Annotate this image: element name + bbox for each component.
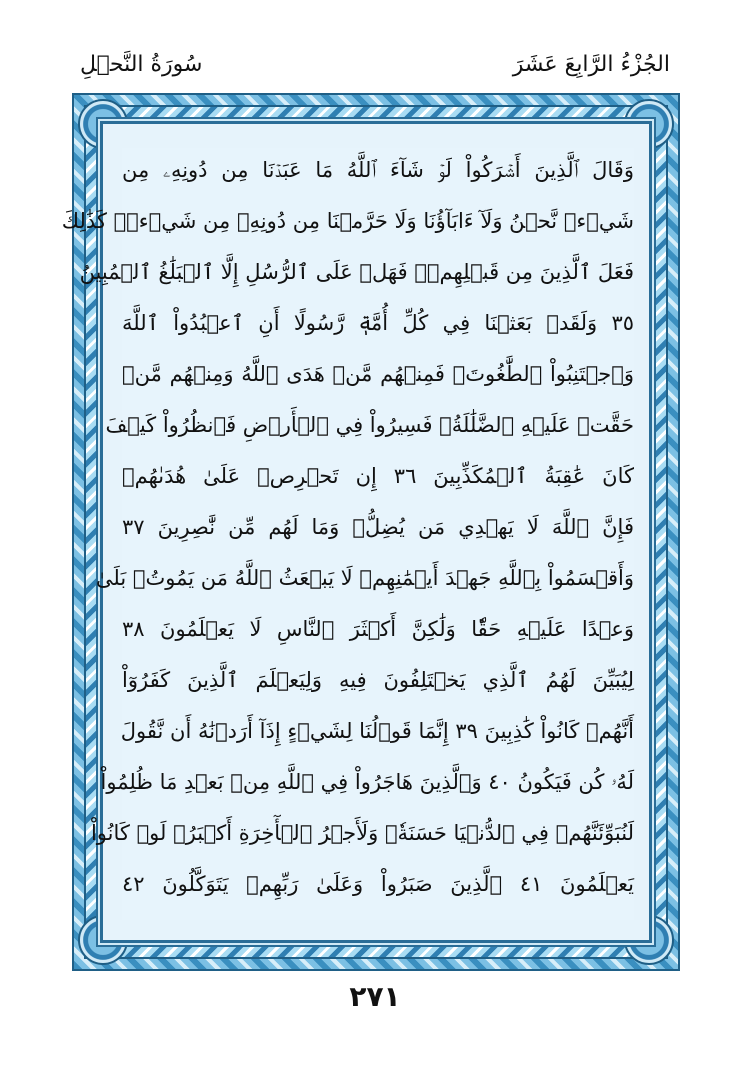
text-line-15: يَعۡلَمُونَ ٤١ ٱلَّذِينَ صَبَرُواْ وَعَلَىٰ رَبِّهِمۡ يَتَوَكَّلُونَ ٤٢ — [122, 872, 634, 896]
text-line-14: لَنُبَوِّئَنَّهُمۡ فِي ٱلدُّنۡيَا حَسَنَةٗۖ وَلَأَجۡرُ ٱلۡأٓخِرَةِ أَكۡبَرُۚ لَوۡ كَانُواْ — [90, 821, 634, 845]
text-line-10: وَعۡدًا عَلَيۡهِ حَقّٗا وَلَٰكِنَّ أَكۡثَرَ ٱلنَّاسِ لَا يَعۡلَمُونَ ٣٨ — [122, 617, 634, 641]
text-line-6: حَقَّتۡ عَلَيۡهِ ٱلضَّلَٰلَةُۚ فَسِيرُواْ فِي ٱلۡأَرۡضِ فَٱنظُرُواْ كَيۡفَ — [105, 413, 634, 437]
ornamental-frame — [61, 93, 680, 971]
text-line-1: وَقَالَ ٱلَّذِينَ أَشۡرَكُواْ لَوۡ شَآءَ ٱللَّهُ مَا عَبَدۡنَا مِن دُونِهِۦ مِن — [122, 158, 634, 182]
text-line-5: وَٱجۡتَنِبُواْ ٱلطَّٰغُوتَۖ فَمِنۡهُم مَّنۡ هَدَى ٱللَّهُ وَمِنۡهُم مَّنۡ — [122, 362, 634, 386]
text-line-9: وَأَقۡسَمُواْ بِٱللَّهِ جَهۡدَ أَيۡمَٰنِهِمۡ لَا يَبۡعَثُ ٱللَّهُ مَن يَمُوتُۚ بَلَىٰ — [95, 566, 634, 590]
text-line-8: فَإِنَّ ٱللَّهَ لَا يَهۡدِي مَن يُضِلُّۖ وَمَا لَهُم مِّن نَّٰصِرِينَ ٣٧ — [122, 515, 634, 539]
text-line-3: فَعَلَ ٱلَّذِينَ مِن قَبۡلِهِمۡۚ فَهَلۡ عَلَى ٱلرُّسُلِ إِلَّا ٱلۡبَلَٰغُ ٱلۡمُبِينُ — [79, 260, 634, 284]
juz-title: الجُزْءُ الرَّابِعَ عَشَرَ — [512, 52, 670, 77]
text-line-2: شَيۡءٖ نَّحۡنُ وَلَآ ءَابَآؤُنَا وَلَا حَرَّمۡنَا مِن دُونِهِۦ مِن شَيۡءٖۚ كَذَٰلِكَ — [61, 209, 634, 233]
text-line-11: لِيُبَيِّنَ لَهُمُ ٱلَّذِي يَخۡتَلِفُونَ فِيهِ وَلِيَعۡلَمَ ٱلَّذِينَ كَفَرُوٓاْ — [122, 668, 634, 692]
text-line-7: كَانَ عَٰقِبَةُ ٱلۡمُكَذِّبِينَ ٣٦ إِن تَحۡرِصۡ عَلَىٰ هُدَىٰهُمۡ — [122, 464, 634, 488]
page-header — [80, 48, 670, 88]
text-line-13: لَهُۥ كُن فَيَكُونُ ٤٠ وَٱلَّذِينَ هَاجَرُواْ فِي ٱللَّهِ مِنۢ بَعۡدِ مَا ظُلِمُواْ — [100, 770, 634, 794]
quran-text-area — [61, 148, 634, 920]
surah-title: سُورَةُ النَّحۡلِ — [80, 52, 203, 77]
page-number: ٢٧١ — [349, 980, 401, 1013]
text-line-12: أَنَّهُمۡ كَانُواْ كَٰذِبِينَ ٣٩ إِنَّمَا قَوۡلُنَا لِشَيۡءٍ إِذَآ أَرَدۡنَٰهُ أَن نَّقُولَ — [120, 719, 634, 743]
text-line-4: ٣٥ وَلَقَدۡ بَعَثۡنَا فِي كُلِّ أُمَّةٖ رَّسُولًا أَنِ ٱعۡبُدُواْ ٱللَّهَ — [122, 311, 634, 335]
